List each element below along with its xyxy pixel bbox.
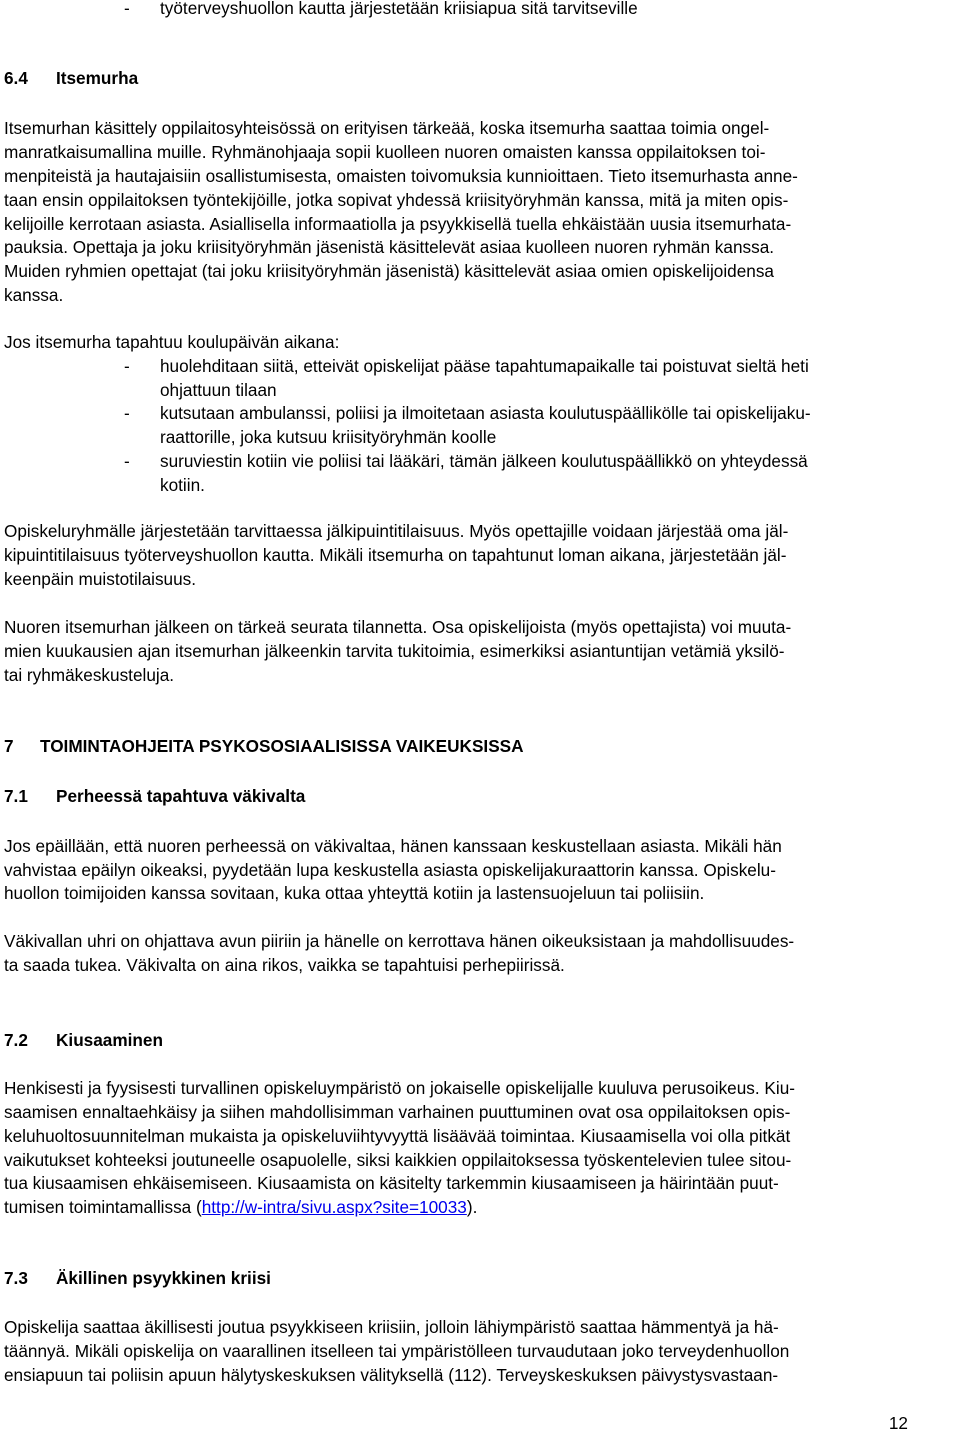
paragraph-line: menpiteistä ja hautajaisiin osallistumisesta, omaisten toivomuksia kunnioittaen. Tieto itsemurhasta anne-: [4, 166, 798, 186]
paragraph-line: Jos epäillään, että nuoren perheessä on väkivaltaa, hänen kanssaan keskustellaan asiasta. Mikäli hän: [4, 836, 782, 856]
paragraph-line: Opiskelija saattaa äkillisesti joutua psyykkiseen kriisiin, jolloin lähiympäristö saattaa hämmentyä ja hä-: [4, 1317, 779, 1337]
paragraph-line: Henkisesti ja fyysisesti turvallinen opiskeluympäristö on jokaiselle opiskelijalle kuuluva perusoikeus. Kiu-: [4, 1078, 795, 1098]
list-item: kutsutaan ambulanssi, poliisi ja ilmoitetaan asiasta koulutuspäällikölle tai opiskelijaku-: [160, 403, 811, 423]
paragraph-line: Jos itsemurha tapahtuu koulupäivän aikana:: [4, 332, 340, 352]
paragraph-line: ta saada tukea. Väkivalta on aina rikos, vaikka se tapahtuisi perhepiirissä.: [4, 955, 565, 975]
paragraph-line: vahvistaa epäilyn oikeaksi, pyydetään lupa keskustella asiasta opiskelijakuraattorin kanssa. Opiskelu-: [4, 860, 776, 880]
section-heading-7: 7 TOIMINTAOHJEITA PSYKOSOSIAALISISSA VAIKEUKSISSA: [4, 736, 524, 756]
paragraph-line: tua kiusaamisen ehkäisemiseen. Kiusaamista on käsitelty tarkemmin kiusaamiseen ja häirintään puut-: [4, 1173, 779, 1193]
paragraph-line: keenpäin muistotilaisuus.: [4, 569, 197, 589]
paragraph-line: kelijoille kerrotaan asiasta. Asiallisella informaatiolla ja psyykkisellä tuella ehkäistään uusia itsemurhata-: [4, 214, 792, 234]
paragraph-line: huollon toimijoiden kanssa sovitaan, kuka ottaa yhteyttä kotiin ja lastensuojeluun tai poliisiin.: [4, 883, 705, 903]
paragraph-line: tumisen toimintamallissa (http://w-intra/sivu.aspx?site=10033).: [4, 1197, 478, 1217]
paragraph-line: Itsemurhan käsittely oppilaitosyhteisössä on erityisen tärkeää, koska itsemurha saattaa toimia ongel-: [4, 118, 770, 138]
list-item: kotiin.: [160, 475, 205, 495]
paragraph-line: vaikutukset kohteeksi joutuneelle osapuolelle, siksi kaikkien oppilaitoksessa työskentelevien tulee sitou-: [4, 1150, 792, 1170]
paragraph-line: keluhuoltosuunnitelman mukaista ja opiskeluviihtyvyyttä lisäävää toimintaa. Kiusaamisella voi olla pitkät: [4, 1126, 791, 1146]
paragraph-line: Opiskeluryhmälle järjestetään tarvittaessa jälkipuintitilaisuus. Myös opettajille voidaan järjestää oma jäl-: [4, 521, 789, 541]
paragraph-line: Muiden ryhmien opettajat (tai joku kriisityöryhmän jäsenistä) käsittelevät asiaa omien opiskelijoidensa: [4, 261, 774, 281]
paragraph-line: manratkaisumallina muille. Ryhmänohjaaja sopii kuolleen nuoren omaisten kanssa oppilaitoksen toi-: [4, 142, 766, 162]
list-dash: -: [124, 0, 130, 18]
list-dash: -: [124, 451, 130, 471]
intranet-link[interactable]: http://w-intra/sivu.aspx?site=10033: [201, 1197, 467, 1217]
list-item: suruviestin kotiin vie poliisi tai lääkäri, tämän jälkeen koulutuspäällikkö on yhteydessä: [160, 451, 808, 471]
paragraph-line: kipuintitilaisuus työterveyshuollon kautta. Mikäli itsemurha on tapahtunut loman aikana, järjestetään jäl-: [4, 545, 787, 565]
paragraph-line: pauksia. Opettaja ja joku kriisityöryhmän jäsenistä käsittelevät asiaa kuolleen nuoren ryhmän kanssa.: [4, 237, 775, 257]
paragraph-line: taan ensin oppilaitoksen työntekijöille, jotka sopivat yhdessä kriisityöryhmän kanssa, mitä ja miten opis-: [4, 190, 789, 210]
section-heading-6-4: 6.4 Itsemurha: [4, 68, 139, 88]
list-item: työterveyshuollon kautta järjestetään kriisiapua sitä tarvitseville: [160, 0, 638, 18]
paragraph-line: tai ryhmäkeskusteluja.: [4, 665, 175, 685]
paragraph-line: Väkivallan uhri on ohjattava avun piiriin ja hänelle on kerrottava hänen oikeuksistaan ja mahdollisuudes-: [4, 931, 795, 951]
page-number: 12: [888, 1413, 908, 1433]
list-dash: -: [124, 403, 130, 423]
section-heading-7-1: 7.1 Perheessä tapahtuva väkivalta: [4, 786, 306, 806]
section-heading-7-3: 7.3 Äkillinen psyykkinen kriisi: [4, 1268, 271, 1288]
list-item: ohjattuun tilaan: [160, 380, 277, 400]
paragraph-line: Nuoren itsemurhan jälkeen on tärkeä seurata tilannetta. Osa opiskelijoista (myös opettajista) voi muuta-: [4, 617, 792, 637]
paragraph-line: mien kuukausien ajan itsemurhan jälkeenkin tarvita tukitoimia, esimerkiksi asiantuntijan vetämiä yksilö-: [4, 641, 785, 661]
paragraph-line: kanssa.: [4, 285, 64, 305]
paragraph-line: saamisen ennaltaehkäisy ja siihen mahdollisimman varhainen puuttuminen ovat osa oppilaitoksen opis-: [4, 1102, 791, 1122]
paragraph-line: täännyä. Mikäli opiskelija on vaarallinen itselleen tai ympäristölleen turvaudutaan joko terveydenhuollon: [4, 1341, 790, 1361]
list-item: huolehditaan siitä, etteivät opiskelijat pääse tapahtumapaikalle tai poistuvat sieltä heti: [160, 356, 809, 376]
paragraph-line: ensiapuun tai poliisin apuun hälytyskeskuksen välityksellä (112). Terveyskeskuksen päivystysvastaan-: [4, 1365, 779, 1385]
list-dash: -: [124, 356, 130, 376]
list-item: raattorille, joka kutsuu kriisityöryhmän koolle: [160, 427, 497, 447]
section-heading-7-2: 7.2 Kiusaaminen: [4, 1030, 163, 1050]
